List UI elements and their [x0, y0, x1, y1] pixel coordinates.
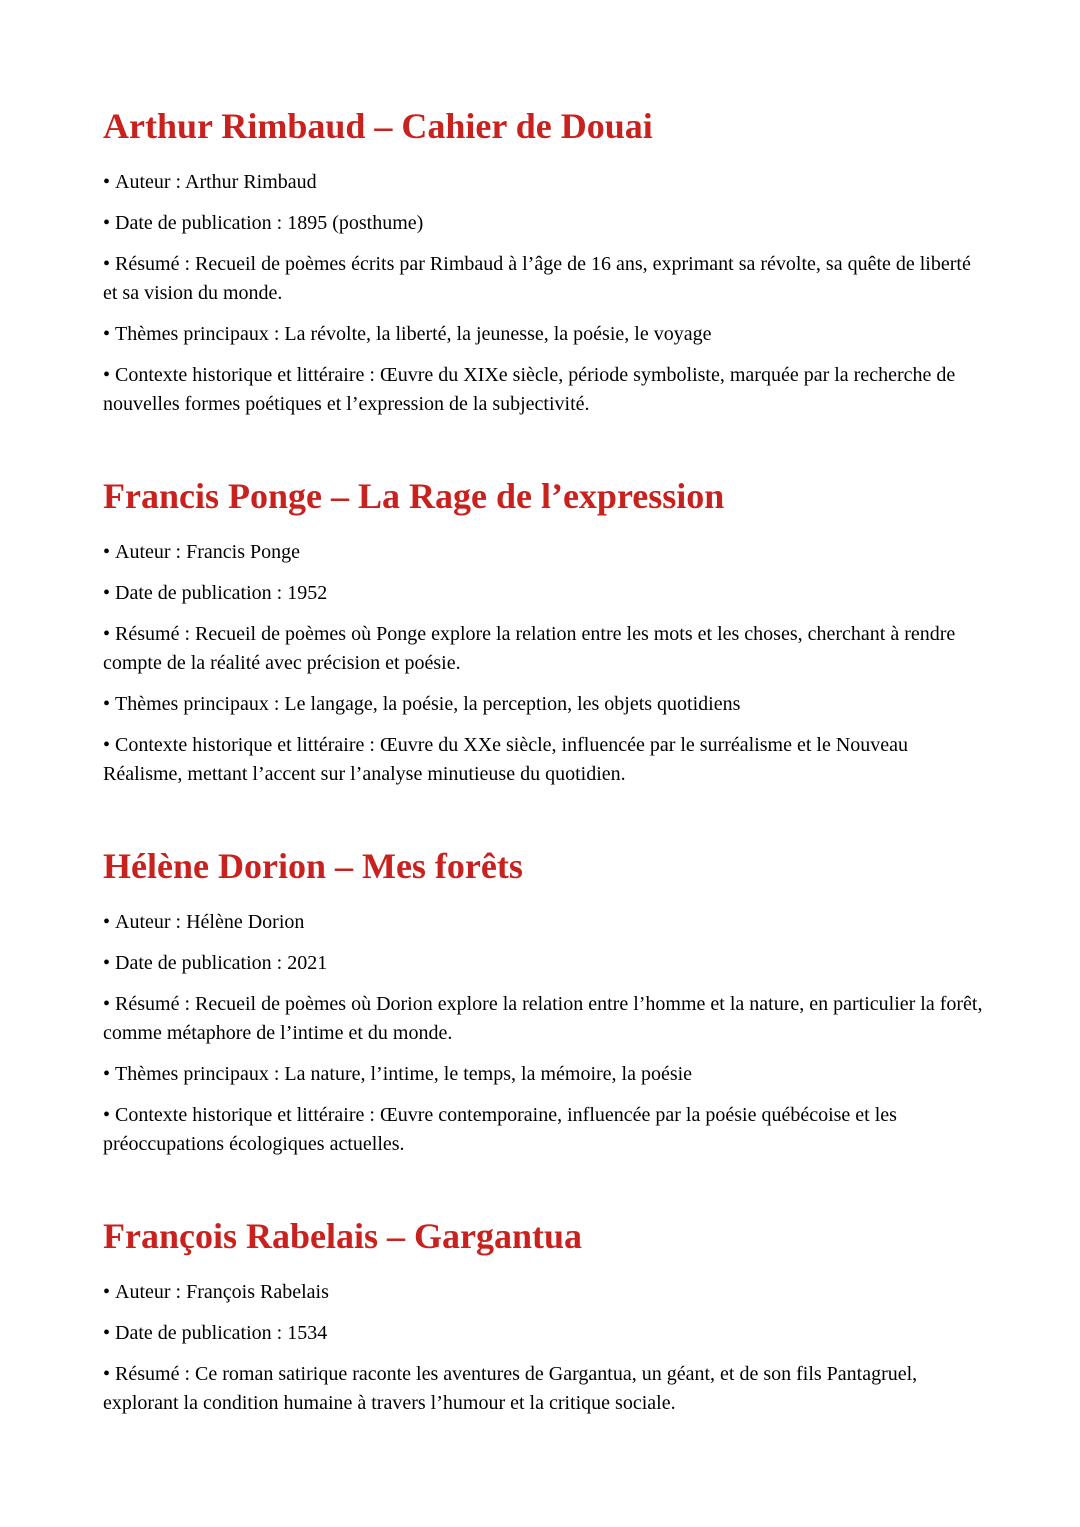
- field-label: Contexte historique et littéraire :: [115, 734, 375, 756]
- work-section: [103, 470, 983, 789]
- bullet: •: [103, 253, 111, 275]
- field-summary: [103, 990, 983, 1048]
- field-value: Francis Ponge: [186, 541, 300, 563]
- field-value: 1895 (posthume): [287, 212, 424, 234]
- field-context: [103, 361, 983, 419]
- field-value: Recueil de poèmes où Ponge explore la relation entre les mots et les choses, cherchant à rendre compte de la réalité avec précision et poésie.: [103, 623, 956, 674]
- field-label: Contexte historique et littéraire :: [115, 364, 375, 386]
- field-date: [103, 209, 983, 238]
- field-themes: [103, 320, 983, 349]
- field-summary: [103, 620, 983, 678]
- field-summary: [103, 1360, 983, 1418]
- field-value: 2021: [287, 952, 328, 974]
- field-value: Recueil de poèmes où Dorion explore la relation entre l’homme et la nature, en particulier la forêt, comme métaphore de l’intime et du monde.: [103, 993, 983, 1044]
- bullet: •: [103, 623, 111, 645]
- field-value: Le langage, la poésie, la perception, les objets quotidiens: [284, 693, 741, 715]
- bullet: •: [103, 1104, 111, 1126]
- field-value: 1534: [287, 1322, 328, 1344]
- field-themes: [103, 1060, 983, 1089]
- field-themes: [103, 690, 983, 719]
- bullet: •: [103, 693, 111, 715]
- field-label: Contexte historique et littéraire :: [115, 1104, 375, 1126]
- work-title: Hélène Dorion – Mes forêts: [103, 846, 523, 886]
- field-value: Œuvre contemporaine, influencée par la poésie québécoise et les préoccupations écologiques actuelles.: [103, 1104, 897, 1155]
- field-author: [103, 168, 983, 197]
- field-label: Auteur :: [115, 171, 182, 193]
- bullet: •: [103, 323, 111, 345]
- bullet: •: [103, 171, 111, 193]
- field-author: [103, 1278, 983, 1307]
- field-author: [103, 908, 983, 937]
- field-value: 1952: [287, 582, 328, 604]
- field-label: Date de publication :: [115, 212, 283, 234]
- field-label: Résumé :: [115, 623, 191, 645]
- work-title: Francis Ponge – La Rage de l’expression: [103, 476, 725, 516]
- bullet: •: [103, 911, 111, 933]
- field-label: Date de publication :: [115, 1322, 283, 1344]
- field-date: [103, 949, 983, 978]
- field-value: Hélène Dorion: [186, 911, 305, 933]
- field-date: [103, 579, 983, 608]
- bullet: •: [103, 1322, 111, 1344]
- document-body: [103, 100, 983, 1469]
- field-label: Auteur :: [115, 1281, 182, 1303]
- field-value: Ce roman satirique raconte les aventures de Gargantua, un géant, et de son fils Pantagruel, explorant la condition humaine à travers l’humour et la critique sociale.: [103, 1363, 918, 1414]
- field-value: La révolte, la liberté, la jeunesse, la poésie, le voyage: [284, 323, 712, 345]
- work-section: [103, 100, 983, 419]
- field-label: Résumé :: [115, 993, 191, 1015]
- work-section: [103, 1210, 983, 1418]
- field-label: Thèmes principaux :: [115, 323, 280, 345]
- bullet: •: [103, 1281, 111, 1303]
- bullet: •: [103, 734, 111, 756]
- field-value: Œuvre du XXe siècle, influencée par le surréalisme et le Nouveau Réalisme, mettant l’accent sur l’analyse minutieuse du quotidien.: [103, 734, 909, 785]
- field-label: Thèmes principaux :: [115, 693, 280, 715]
- field-value: La nature, l’intime, le temps, la mémoire, la poésie: [284, 1063, 693, 1085]
- field-label: Thèmes principaux :: [115, 1063, 280, 1085]
- field-date: [103, 1319, 983, 1348]
- field-summary: [103, 250, 983, 308]
- field-author: [103, 538, 983, 567]
- work-title: François Rabelais – Gargantua: [103, 1216, 583, 1256]
- bullet: •: [103, 1363, 111, 1385]
- field-value: Œuvre du XIXe siècle, période symboliste, marquée par la recherche de nouvelles formes poétiques et l’expression de la subjectivité.: [103, 364, 956, 415]
- work-title: Arthur Rimbaud – Cahier de Douai: [103, 106, 653, 146]
- field-label: Auteur :: [115, 541, 182, 563]
- field-value: François Rabelais: [186, 1281, 329, 1303]
- field-context: [103, 1101, 983, 1159]
- bullet: •: [103, 364, 111, 386]
- bullet: •: [103, 993, 111, 1015]
- field-label: Date de publication :: [115, 582, 283, 604]
- field-label: Résumé :: [115, 1363, 191, 1385]
- bullet: •: [103, 952, 111, 974]
- field-value: Arthur Rimbaud: [185, 171, 317, 193]
- bullet: •: [103, 212, 111, 234]
- work-section: [103, 840, 983, 1159]
- bullet: •: [103, 1063, 111, 1085]
- field-label: Date de publication :: [115, 952, 283, 974]
- field-context: [103, 731, 983, 789]
- field-label: Résumé :: [115, 253, 191, 275]
- bullet: •: [103, 541, 111, 563]
- bullet: •: [103, 582, 111, 604]
- field-value: Recueil de poèmes écrits par Rimbaud à l’âge de 16 ans, exprimant sa révolte, sa quête de liberté et sa vision du monde.: [103, 253, 971, 304]
- field-label: Auteur :: [115, 911, 182, 933]
